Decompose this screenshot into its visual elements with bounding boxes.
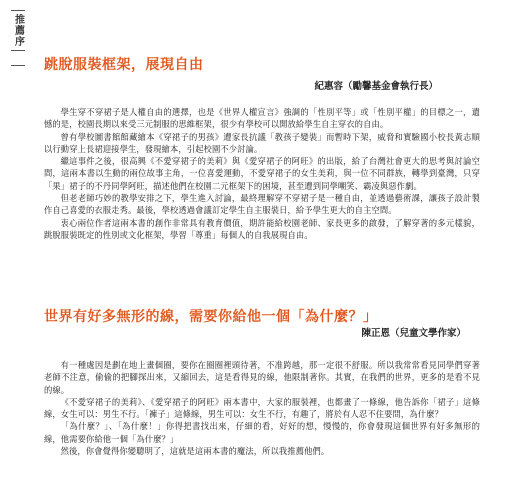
sidebar-marker [10, 10, 26, 66]
paragraph: 有一種處因是劃在地上畫個圈，要你在圈圈裡頭待著，不准跨越，那一定很不舒服。所以我常常看見同學們穿著老師不注意，偷偷的把腳探出來，又縮回去，這是看得見的線，他限制著你。其實，在我們的世界，更多的是看不見的線。 [44, 360, 480, 395]
section-body [44, 106, 480, 241]
section-title: 跳脫服裝框架，展現自由 [44, 57, 204, 73]
section-title: 世界有好多無形的線，需要你給他一個「為什麼？」 [44, 309, 378, 325]
paragraph: 衷心兩位作者這兩本書的創作非常具有教育價值，期許能給校園老師、家長更多的啟發，了解穿著的多元樣貌，跳脫服裝既定的性別或文化框架，學習「尊重」每個人的自我展現自由。 [44, 217, 480, 240]
section-author: 陳正恩（兒童文學作家） [361, 328, 466, 339]
paragraph: 然後，你會覺得你變聰明了，這就是這兩本書的魔法，所以我推薦他們。 [60, 446, 330, 457]
paragraph: 「為什麼？」、「為什麼！」你得把書找出來，仔細的看，好好的想，慢慢的，你會發現這個世界有好多無形的線，他需要你給他一個「為什麼？」 [44, 421, 480, 444]
sidebar-top-rule [11, 10, 25, 11]
paragraph: 但老老師巧妙的教學安排之下，學生進入討論，最終理解穿不穿裙子是一種自由，並透過藝術課，讓孩子設計製作自己喜愛的衣服走秀。最後，學校透過會議訂定學生自主服裝日，給予學生更大的自主空間。 [44, 193, 480, 216]
paragraph: 曾有學校圖書館館藏繪本《穿裙子的男孩》遭家長抗議「教孩子變裝」而暫時下架，威脅和實驗國小校長黃志順以行動穿上長裙迎接學生，發現繪本，引起校園不少討論。 [44, 131, 480, 154]
sidebar-label: 推薦序 [12, 14, 24, 47]
section-body [44, 359, 480, 457]
foreword-section-2 [44, 308, 480, 457]
foreword-section-1 [44, 56, 480, 241]
paragraph: 繼這事件之後，很高興《不愛穿裙子的美莉》與《愛穿裙子的阿旺》的出版，給了台灣社會更大的思考與討論空間，這兩本書以生動的兩位故事主角，一位喜愛運動，不愛穿裙子的女生美莉，與一位不同群族，轉學到臺灣，只穿「果」裙子的不丹同學阿旺，描述他們在校園二元框架下的困境，甚至遭到同學嘲笑、霸凌與惡作劇。 [44, 156, 480, 191]
paragraph: 《不愛穿裙子的美莉》、《愛穿裙子的阿旺》兩本書中，大家的服裝裡，也都畫了一條線，他告訴你「裙子」這條線，女生可以：男生不行。「褲子」這條線，男生可以：女生不行，有趣了，將於有人忍不住要問，為什麼？ [44, 396, 480, 420]
paragraph: 學生穿不穿裙子是人權自由的選擇，也是《世界人權宣言》強調的「性別平等」或「性別平權」的目標之一，遺憾的是，校園長期以來受三元制服的思維框架，很少有學校可以開放給學生自主穿衣的自由。 [44, 107, 480, 130]
sidebar-bottom-rule [11, 50, 25, 51]
sidebar-divider [11, 65, 25, 66]
section-author: 紀惠容（勵馨基金會執行長） [314, 81, 438, 92]
